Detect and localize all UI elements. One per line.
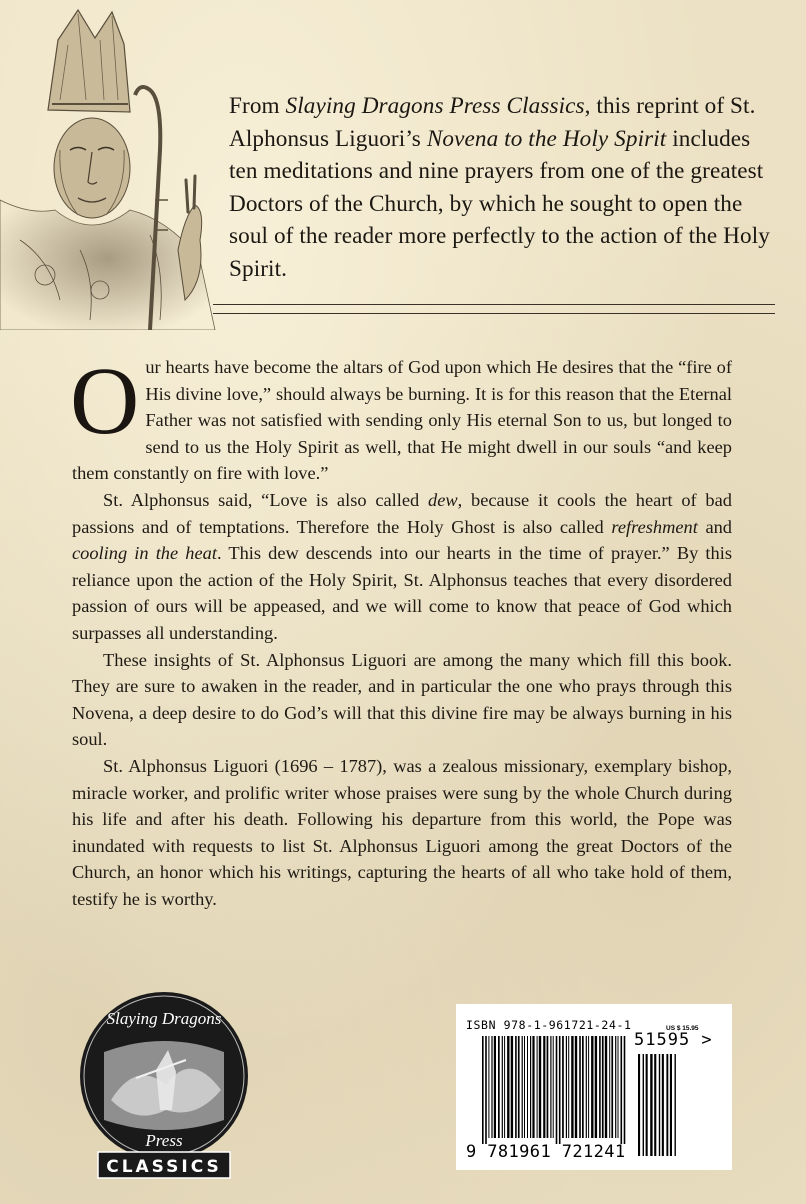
barcode-bar bbox=[615, 1036, 616, 1138]
barcode-bar bbox=[650, 1054, 652, 1156]
paragraph bbox=[72, 647, 732, 753]
barcode-bar bbox=[611, 1036, 613, 1138]
isbn-barcode bbox=[456, 1004, 732, 1170]
barcode-bar bbox=[504, 1036, 505, 1138]
barcode-bar bbox=[515, 1036, 517, 1138]
logo-press-text: Press bbox=[145, 1131, 183, 1150]
paragraph-text: These insights of St. Alphonsus Liguori are among the many which fill this book. They are sure to awaken in the reader, and in particular the one who prays through this Novena, a deep desire to do God’s will that this divine fire may be always burning in his soul. bbox=[72, 649, 732, 750]
barcode-bar bbox=[498, 1036, 500, 1138]
barcode-bar bbox=[518, 1036, 520, 1138]
paragraph-text: St. Alphonsus said, “Love is also called bbox=[103, 489, 428, 510]
paragraph-text: , because it cools the heart of bad passions and of temptations. Therefore the Holy Ghost is also called bbox=[72, 489, 732, 537]
paragraph bbox=[70, 347, 732, 487]
barcode-bar bbox=[507, 1036, 509, 1138]
barcode-bar bbox=[591, 1036, 593, 1138]
barcode-bar bbox=[543, 1036, 545, 1138]
divider-rule bbox=[213, 313, 775, 314]
paragraph-text: St. Alphonsus Liguori (1696 – 1787), was a zealous missionary, exemplary bishop, miracle worker, and prolific writer whose praises were sung by the whole Church during his life and after his death. Following his departure from this world, the Pope was inundated with requests to list St. Alphonsus Liguori among the great Doctors of the Church, an honor which his writings, capturing the hearts of all who take hold of them, testify he is worthy. bbox=[72, 755, 732, 909]
barcode-bar bbox=[586, 1036, 587, 1138]
publisher-logo bbox=[76, 990, 252, 1180]
barcode-bar bbox=[537, 1036, 538, 1138]
barcode-bar bbox=[662, 1054, 664, 1156]
barcode-bar bbox=[659, 1054, 660, 1156]
blurb-text: includes ten meditations and nine prayers from one of the greatest Doctors of the Church, by which he sought to open the soul of the reader more perfectly to the action of the Holy Spirit. bbox=[229, 125, 770, 282]
barcode-bar bbox=[502, 1036, 503, 1138]
drop-cap: O bbox=[70, 347, 140, 454]
barcode-bar bbox=[599, 1036, 601, 1138]
barcode-bar bbox=[595, 1036, 597, 1138]
barcode-bar bbox=[485, 1036, 487, 1144]
barcode-bar bbox=[666, 1054, 668, 1156]
isbn-label: ISBN 978-1-961721-24-1 bbox=[466, 1018, 632, 1032]
barcode-bar bbox=[553, 1036, 554, 1138]
barcode-bar bbox=[582, 1036, 584, 1138]
barcode-bar bbox=[618, 1036, 619, 1138]
barcode-bar bbox=[621, 1036, 623, 1144]
barcode-bar bbox=[559, 1036, 561, 1144]
price-addon-code: 51595 > bbox=[634, 1030, 713, 1050]
barcode-bar bbox=[491, 1036, 492, 1138]
emphasis: refreshment bbox=[611, 516, 698, 537]
price-label: US $ 15.95 bbox=[666, 1025, 699, 1032]
blurb-book-title: Novena to the Holy Spirit bbox=[426, 125, 667, 152]
barcode-bar bbox=[602, 1036, 604, 1138]
paragraph-text: and bbox=[697, 516, 732, 537]
barcode-bar bbox=[522, 1036, 523, 1138]
description-body bbox=[70, 347, 732, 912]
isbn-digits: 9 781961 721241 bbox=[466, 1142, 626, 1162]
paragraph bbox=[72, 753, 732, 913]
emphasis: dew bbox=[428, 489, 458, 510]
barcode-bar bbox=[609, 1036, 610, 1138]
barcode-bar bbox=[670, 1054, 672, 1156]
barcode-bar bbox=[654, 1054, 656, 1156]
paragraph-text: ur hearts have become the altars of God upon which He desires that the “fire of His divine love,” should always be burning. It is for this reason that the Eternal Father was not satisfied with sending only His eternal Son to us, but longed to send to us the Holy Spirit as well, that He might dwell in our souls “and keep them constantly on fire with love.” bbox=[72, 357, 732, 484]
barcode-bar bbox=[530, 1036, 531, 1138]
barcode-bar bbox=[527, 1036, 528, 1138]
barcode-bar bbox=[646, 1054, 648, 1156]
barcode-bar bbox=[539, 1036, 541, 1138]
logo-title-text: Slaying Dragons bbox=[106, 1009, 222, 1028]
barcode-bar bbox=[579, 1036, 581, 1138]
barcode-bar bbox=[482, 1036, 484, 1144]
blurb-series-name: Slaying Dragons Press Classics bbox=[285, 93, 585, 119]
barcode-bar bbox=[556, 1036, 558, 1144]
back-cover-blurb bbox=[229, 90, 774, 285]
barcode-bar bbox=[524, 1036, 525, 1138]
barcode-bar bbox=[562, 1036, 564, 1138]
barcode-bar bbox=[568, 1036, 569, 1138]
divider-rule bbox=[213, 304, 775, 305]
barcode-bar bbox=[675, 1054, 676, 1156]
barcode-bar bbox=[511, 1036, 513, 1138]
barcode-bar bbox=[588, 1036, 589, 1138]
barcode-bar bbox=[643, 1054, 644, 1156]
logo-banner-text: CLASSICS bbox=[106, 1157, 222, 1177]
barcode-bar bbox=[638, 1054, 640, 1156]
blurb-text: , this reprint of St. Alphonsus Liguori’s bbox=[229, 93, 756, 152]
barcode-bar bbox=[624, 1036, 626, 1144]
paragraph bbox=[72, 487, 732, 647]
saint-portrait-illustration bbox=[0, 0, 230, 330]
barcode-bar bbox=[494, 1036, 496, 1138]
barcode-bar bbox=[488, 1036, 489, 1138]
barcode-bar bbox=[547, 1036, 549, 1138]
barcode-bar bbox=[532, 1036, 534, 1138]
barcode-bar bbox=[571, 1036, 573, 1138]
emphasis: cooling in the heat bbox=[72, 543, 217, 564]
barcode-bar bbox=[605, 1036, 607, 1138]
paragraph-text: . This dew descends into our hearts in the time of prayer.” By this reliance upon the action of the Holy Spirit, St. Alphonsus teaches that every disordered passion of ours will be appeased, and we will come to know that peace of God which surpasses all understanding. bbox=[72, 543, 732, 643]
barcode-bar bbox=[575, 1036, 577, 1138]
barcode-bar bbox=[550, 1036, 551, 1138]
blurb-text: From bbox=[229, 93, 286, 119]
barcode-bar bbox=[566, 1036, 567, 1138]
